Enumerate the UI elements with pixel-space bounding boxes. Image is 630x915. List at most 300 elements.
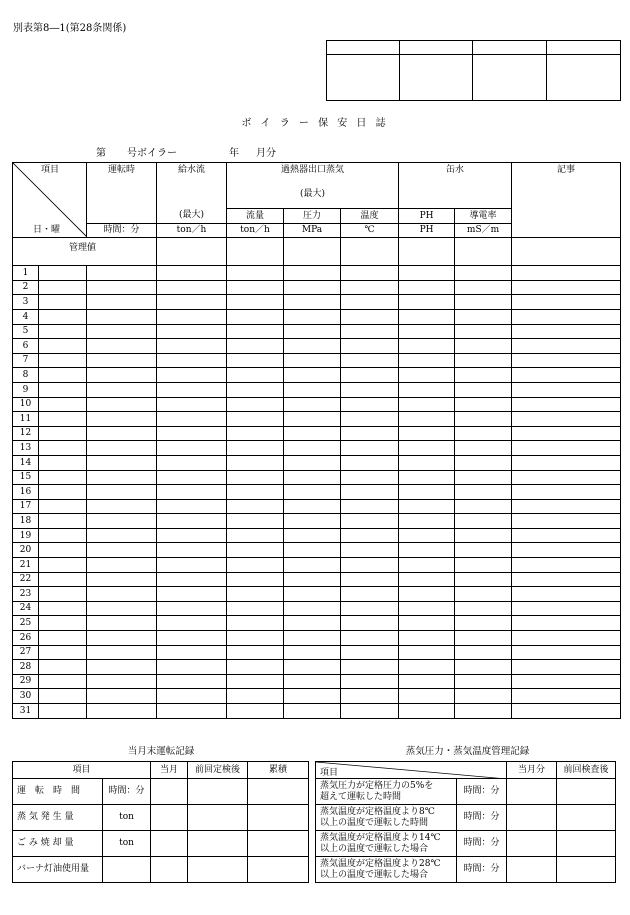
log-entry-cell[interactable] [455, 470, 512, 485]
steam-value-cell[interactable] [507, 805, 557, 831]
log-entry-cell[interactable] [284, 266, 341, 281]
log-entry-cell[interactable] [399, 601, 455, 616]
log-entry-cell[interactable] [227, 689, 284, 704]
log-entry-cell[interactable] [157, 470, 227, 485]
log-entry-cell[interactable] [512, 339, 621, 354]
log-entry-cell[interactable] [399, 587, 455, 602]
log-entry-cell[interactable] [157, 514, 227, 529]
log-entry-cell[interactable] [455, 280, 512, 295]
log-entry-cell[interactable] [512, 631, 621, 646]
control-value-cell[interactable] [227, 238, 284, 266]
log-entry-cell[interactable] [87, 689, 157, 704]
steam-value-cell[interactable] [507, 779, 557, 805]
log-entry-cell[interactable] [455, 426, 512, 441]
monthly-value-cell[interactable] [188, 831, 248, 857]
log-entry-cell[interactable] [455, 339, 512, 354]
log-entry-cell[interactable] [39, 572, 87, 587]
log-entry-cell[interactable] [87, 660, 157, 675]
monthly-value-cell[interactable] [151, 831, 188, 857]
log-entry-cell[interactable] [341, 412, 399, 427]
log-entry-cell[interactable] [227, 309, 284, 324]
log-entry-cell[interactable] [39, 601, 87, 616]
log-entry-cell[interactable] [39, 543, 87, 558]
log-entry-cell[interactable] [455, 660, 512, 675]
log-entry-cell[interactable] [157, 587, 227, 602]
log-entry-cell[interactable] [87, 324, 157, 339]
log-entry-cell[interactable] [341, 397, 399, 412]
steam-value-cell[interactable] [557, 857, 616, 883]
log-entry-cell[interactable] [399, 616, 455, 631]
log-entry-cell[interactable] [341, 368, 399, 383]
log-entry-cell[interactable] [87, 674, 157, 689]
log-entry-cell[interactable] [399, 353, 455, 368]
log-entry-cell[interactable] [157, 280, 227, 295]
log-entry-cell[interactable] [157, 397, 227, 412]
log-entry-cell[interactable] [455, 645, 512, 660]
log-entry-cell[interactable] [87, 441, 157, 456]
log-entry-cell[interactable] [39, 645, 87, 660]
log-entry-cell[interactable] [455, 631, 512, 646]
log-entry-cell[interactable] [227, 601, 284, 616]
log-entry-cell[interactable] [512, 499, 621, 514]
log-entry-cell[interactable] [399, 266, 455, 281]
log-entry-cell[interactable] [284, 295, 341, 310]
log-entry-cell[interactable] [341, 645, 399, 660]
log-entry-cell[interactable] [512, 704, 621, 719]
log-entry-cell[interactable] [399, 528, 455, 543]
log-entry-cell[interactable] [39, 587, 87, 602]
log-entry-cell[interactable] [227, 528, 284, 543]
monthly-value-cell[interactable] [188, 857, 248, 883]
log-entry-cell[interactable] [157, 441, 227, 456]
log-entry-cell[interactable] [455, 309, 512, 324]
log-entry-cell[interactable] [512, 353, 621, 368]
monthly-value-cell[interactable] [151, 779, 188, 805]
log-entry-cell[interactable] [341, 631, 399, 646]
log-entry-cell[interactable] [399, 645, 455, 660]
log-entry-cell[interactable] [87, 339, 157, 354]
log-entry-cell[interactable] [87, 309, 157, 324]
monthly-value-cell[interactable] [248, 779, 309, 805]
log-entry-cell[interactable] [157, 499, 227, 514]
log-entry-cell[interactable] [157, 645, 227, 660]
log-entry-cell[interactable] [341, 543, 399, 558]
log-entry-cell[interactable] [399, 572, 455, 587]
log-entry-cell[interactable] [87, 266, 157, 281]
log-entry-cell[interactable] [39, 266, 87, 281]
monthly-value-cell[interactable] [151, 805, 188, 831]
log-entry-cell[interactable] [87, 485, 157, 500]
log-entry-cell[interactable] [227, 660, 284, 675]
monthly-value-cell[interactable] [248, 857, 309, 883]
log-entry-cell[interactable] [512, 455, 621, 470]
log-entry-cell[interactable] [512, 382, 621, 397]
log-entry-cell[interactable] [399, 689, 455, 704]
log-entry-cell[interactable] [157, 382, 227, 397]
control-value-cell[interactable] [455, 238, 512, 266]
log-entry-cell[interactable] [284, 587, 341, 602]
monthly-value-cell[interactable] [188, 779, 248, 805]
log-entry-cell[interactable] [341, 280, 399, 295]
log-entry-cell[interactable] [39, 368, 87, 383]
log-entry-cell[interactable] [87, 543, 157, 558]
log-entry-cell[interactable] [455, 266, 512, 281]
log-entry-cell[interactable] [512, 660, 621, 675]
log-entry-cell[interactable] [157, 353, 227, 368]
log-entry-cell[interactable] [87, 558, 157, 573]
log-entry-cell[interactable] [284, 704, 341, 719]
log-entry-cell[interactable] [284, 368, 341, 383]
log-entry-cell[interactable] [87, 704, 157, 719]
log-entry-cell[interactable] [227, 324, 284, 339]
log-entry-cell[interactable] [39, 353, 87, 368]
log-entry-cell[interactable] [39, 704, 87, 719]
log-entry-cell[interactable] [87, 295, 157, 310]
log-entry-cell[interactable] [341, 689, 399, 704]
log-entry-cell[interactable] [455, 587, 512, 602]
log-entry-cell[interactable] [87, 572, 157, 587]
log-entry-cell[interactable] [341, 426, 399, 441]
log-entry-cell[interactable] [399, 704, 455, 719]
log-entry-cell[interactable] [512, 587, 621, 602]
log-entry-cell[interactable] [39, 455, 87, 470]
log-entry-cell[interactable] [341, 572, 399, 587]
log-entry-cell[interactable] [512, 266, 621, 281]
log-entry-cell[interactable] [227, 587, 284, 602]
log-entry-cell[interactable] [455, 353, 512, 368]
log-entry-cell[interactable] [39, 631, 87, 646]
log-entry-cell[interactable] [284, 412, 341, 427]
log-entry-cell[interactable] [512, 397, 621, 412]
log-entry-cell[interactable] [227, 455, 284, 470]
approval-stamp-cell[interactable] [473, 55, 547, 101]
log-entry-cell[interactable] [284, 558, 341, 573]
steam-value-cell[interactable] [507, 831, 557, 857]
log-entry-cell[interactable] [399, 441, 455, 456]
log-entry-cell[interactable] [87, 587, 157, 602]
log-entry-cell[interactable] [227, 485, 284, 500]
log-entry-cell[interactable] [157, 324, 227, 339]
monthly-value-cell[interactable] [151, 857, 188, 883]
log-entry-cell[interactable] [157, 689, 227, 704]
log-entry-cell[interactable] [87, 631, 157, 646]
log-entry-cell[interactable] [399, 295, 455, 310]
log-entry-cell[interactable] [87, 412, 157, 427]
log-entry-cell[interactable] [512, 514, 621, 529]
log-entry-cell[interactable] [39, 499, 87, 514]
log-entry-cell[interactable] [512, 601, 621, 616]
log-entry-cell[interactable] [87, 645, 157, 660]
log-entry-cell[interactable] [341, 309, 399, 324]
log-entry-cell[interactable] [284, 674, 341, 689]
log-entry-cell[interactable] [87, 368, 157, 383]
log-entry-cell[interactable] [39, 514, 87, 529]
log-entry-cell[interactable] [399, 514, 455, 529]
monthly-value-cell[interactable] [248, 831, 309, 857]
log-entry-cell[interactable] [87, 470, 157, 485]
log-entry-cell[interactable] [512, 295, 621, 310]
log-entry-cell[interactable] [399, 382, 455, 397]
log-entry-cell[interactable] [227, 704, 284, 719]
monthly-value-cell[interactable] [248, 805, 309, 831]
log-entry-cell[interactable] [227, 426, 284, 441]
log-entry-cell[interactable] [512, 280, 621, 295]
log-entry-cell[interactable] [227, 412, 284, 427]
log-entry-cell[interactable] [157, 572, 227, 587]
log-entry-cell[interactable] [399, 397, 455, 412]
log-entry-cell[interactable] [512, 528, 621, 543]
log-entry-cell[interactable] [284, 309, 341, 324]
log-entry-cell[interactable] [341, 266, 399, 281]
log-entry-cell[interactable] [157, 455, 227, 470]
log-entry-cell[interactable] [455, 616, 512, 631]
log-entry-cell[interactable] [87, 280, 157, 295]
log-entry-cell[interactable] [399, 412, 455, 427]
log-entry-cell[interactable] [399, 324, 455, 339]
monthly-value-cell[interactable] [188, 805, 248, 831]
log-entry-cell[interactable] [284, 455, 341, 470]
log-entry-cell[interactable] [341, 514, 399, 529]
log-entry-cell[interactable] [227, 514, 284, 529]
log-entry-cell[interactable] [284, 689, 341, 704]
log-entry-cell[interactable] [227, 280, 284, 295]
log-entry-cell[interactable] [227, 674, 284, 689]
log-entry-cell[interactable] [512, 689, 621, 704]
log-entry-cell[interactable] [284, 426, 341, 441]
log-entry-cell[interactable] [227, 382, 284, 397]
log-entry-cell[interactable] [455, 499, 512, 514]
control-value-cell[interactable] [399, 238, 455, 266]
log-entry-cell[interactable] [455, 514, 512, 529]
log-entry-cell[interactable] [284, 382, 341, 397]
log-entry-cell[interactable] [39, 295, 87, 310]
log-entry-cell[interactable] [227, 470, 284, 485]
log-entry-cell[interactable] [512, 572, 621, 587]
log-entry-cell[interactable] [87, 514, 157, 529]
log-entry-cell[interactable] [87, 353, 157, 368]
log-entry-cell[interactable] [399, 368, 455, 383]
log-entry-cell[interactable] [284, 499, 341, 514]
log-entry-cell[interactable] [512, 485, 621, 500]
control-value-cell[interactable] [512, 238, 621, 266]
log-entry-cell[interactable] [227, 543, 284, 558]
log-entry-cell[interactable] [284, 528, 341, 543]
log-entry-cell[interactable] [284, 339, 341, 354]
log-entry-cell[interactable] [87, 455, 157, 470]
log-entry-cell[interactable] [455, 441, 512, 456]
control-value-cell[interactable] [284, 238, 341, 266]
log-entry-cell[interactable] [284, 631, 341, 646]
steam-value-cell[interactable] [507, 857, 557, 883]
approval-stamp-cell[interactable] [400, 55, 473, 101]
log-entry-cell[interactable] [341, 601, 399, 616]
log-entry-cell[interactable] [39, 412, 87, 427]
log-entry-cell[interactable] [157, 660, 227, 675]
log-entry-cell[interactable] [341, 339, 399, 354]
log-entry-cell[interactable] [455, 704, 512, 719]
log-entry-cell[interactable] [87, 397, 157, 412]
log-entry-cell[interactable] [284, 397, 341, 412]
log-entry-cell[interactable] [227, 441, 284, 456]
log-entry-cell[interactable] [39, 441, 87, 456]
log-entry-cell[interactable] [512, 309, 621, 324]
log-entry-cell[interactable] [39, 382, 87, 397]
log-entry-cell[interactable] [284, 660, 341, 675]
log-entry-cell[interactable] [512, 543, 621, 558]
log-entry-cell[interactable] [341, 441, 399, 456]
log-entry-cell[interactable] [455, 455, 512, 470]
log-entry-cell[interactable] [39, 280, 87, 295]
log-entry-cell[interactable] [399, 558, 455, 573]
log-entry-cell[interactable] [157, 616, 227, 631]
log-entry-cell[interactable] [39, 324, 87, 339]
log-entry-cell[interactable] [87, 616, 157, 631]
log-entry-cell[interactable] [157, 558, 227, 573]
log-entry-cell[interactable] [455, 689, 512, 704]
log-entry-cell[interactable] [157, 266, 227, 281]
control-value-cell[interactable] [157, 238, 227, 266]
log-entry-cell[interactable] [39, 309, 87, 324]
log-entry-cell[interactable] [341, 660, 399, 675]
log-entry-cell[interactable] [399, 485, 455, 500]
log-entry-cell[interactable] [227, 266, 284, 281]
log-entry-cell[interactable] [157, 674, 227, 689]
log-entry-cell[interactable] [284, 353, 341, 368]
log-entry-cell[interactable] [399, 470, 455, 485]
log-entry-cell[interactable] [341, 324, 399, 339]
log-entry-cell[interactable] [39, 485, 87, 500]
log-entry-cell[interactable] [39, 339, 87, 354]
log-entry-cell[interactable] [512, 441, 621, 456]
log-entry-cell[interactable] [455, 572, 512, 587]
log-entry-cell[interactable] [341, 587, 399, 602]
log-entry-cell[interactable] [455, 601, 512, 616]
log-entry-cell[interactable] [284, 441, 341, 456]
log-entry-cell[interactable] [455, 324, 512, 339]
steam-value-cell[interactable] [557, 779, 616, 805]
log-entry-cell[interactable] [227, 499, 284, 514]
log-entry-cell[interactable] [227, 645, 284, 660]
log-entry-cell[interactable] [512, 674, 621, 689]
log-entry-cell[interactable] [227, 572, 284, 587]
log-entry-cell[interactable] [157, 412, 227, 427]
log-entry-cell[interactable] [399, 339, 455, 354]
log-entry-cell[interactable] [157, 426, 227, 441]
log-entry-cell[interactable] [455, 674, 512, 689]
log-entry-cell[interactable] [455, 397, 512, 412]
log-entry-cell[interactable] [284, 485, 341, 500]
log-entry-cell[interactable] [455, 558, 512, 573]
log-entry-cell[interactable] [341, 382, 399, 397]
log-entry-cell[interactable] [87, 499, 157, 514]
log-entry-cell[interactable] [512, 470, 621, 485]
log-entry-cell[interactable] [341, 470, 399, 485]
log-entry-cell[interactable] [39, 470, 87, 485]
log-entry-cell[interactable] [157, 309, 227, 324]
log-entry-cell[interactable] [87, 601, 157, 616]
log-entry-cell[interactable] [157, 631, 227, 646]
log-entry-cell[interactable] [157, 368, 227, 383]
log-entry-cell[interactable] [399, 455, 455, 470]
log-entry-cell[interactable] [512, 616, 621, 631]
log-entry-cell[interactable] [512, 412, 621, 427]
log-entry-cell[interactable] [455, 295, 512, 310]
log-entry-cell[interactable] [512, 558, 621, 573]
log-entry-cell[interactable] [227, 368, 284, 383]
log-entry-cell[interactable] [512, 645, 621, 660]
log-entry-cell[interactable] [455, 543, 512, 558]
control-value-cell[interactable] [341, 238, 399, 266]
log-entry-cell[interactable] [227, 631, 284, 646]
steam-value-cell[interactable] [557, 805, 616, 831]
log-entry-cell[interactable] [341, 704, 399, 719]
log-entry-cell[interactable] [157, 295, 227, 310]
log-entry-cell[interactable] [341, 455, 399, 470]
log-entry-cell[interactable] [227, 295, 284, 310]
log-entry-cell[interactable] [39, 674, 87, 689]
log-entry-cell[interactable] [455, 368, 512, 383]
log-entry-cell[interactable] [284, 616, 341, 631]
log-entry-cell[interactable] [39, 528, 87, 543]
log-entry-cell[interactable] [341, 558, 399, 573]
log-entry-cell[interactable] [399, 499, 455, 514]
log-entry-cell[interactable] [399, 631, 455, 646]
log-entry-cell[interactable] [455, 528, 512, 543]
log-entry-cell[interactable] [512, 324, 621, 339]
log-entry-cell[interactable] [512, 426, 621, 441]
log-entry-cell[interactable] [157, 601, 227, 616]
log-entry-cell[interactable] [341, 485, 399, 500]
log-entry-cell[interactable] [227, 397, 284, 412]
log-entry-cell[interactable] [87, 426, 157, 441]
log-entry-cell[interactable] [284, 572, 341, 587]
log-entry-cell[interactable] [39, 426, 87, 441]
log-entry-cell[interactable] [284, 601, 341, 616]
log-entry-cell[interactable] [157, 543, 227, 558]
approval-stamp-cell[interactable] [547, 55, 621, 101]
log-entry-cell[interactable] [399, 660, 455, 675]
steam-value-cell[interactable] [557, 831, 616, 857]
log-entry-cell[interactable] [455, 485, 512, 500]
log-entry-cell[interactable] [284, 324, 341, 339]
log-entry-cell[interactable] [399, 426, 455, 441]
log-entry-cell[interactable] [39, 616, 87, 631]
log-entry-cell[interactable] [39, 660, 87, 675]
log-entry-cell[interactable] [39, 689, 87, 704]
log-entry-cell[interactable] [341, 353, 399, 368]
log-entry-cell[interactable] [455, 382, 512, 397]
log-entry-cell[interactable] [399, 674, 455, 689]
log-entry-cell[interactable] [157, 704, 227, 719]
log-entry-cell[interactable] [399, 543, 455, 558]
log-entry-cell[interactable] [227, 616, 284, 631]
log-entry-cell[interactable] [157, 528, 227, 543]
log-entry-cell[interactable] [227, 558, 284, 573]
log-entry-cell[interactable] [341, 674, 399, 689]
log-entry-cell[interactable] [284, 280, 341, 295]
log-entry-cell[interactable] [227, 339, 284, 354]
log-entry-cell[interactable] [399, 309, 455, 324]
log-entry-cell[interactable] [157, 485, 227, 500]
log-entry-cell[interactable] [341, 295, 399, 310]
log-entry-cell[interactable] [512, 368, 621, 383]
approval-stamp-cell[interactable] [327, 55, 400, 101]
log-entry-cell[interactable] [284, 514, 341, 529]
log-entry-cell[interactable] [341, 528, 399, 543]
log-entry-cell[interactable] [341, 499, 399, 514]
log-entry-cell[interactable] [284, 470, 341, 485]
log-entry-cell[interactable] [39, 397, 87, 412]
